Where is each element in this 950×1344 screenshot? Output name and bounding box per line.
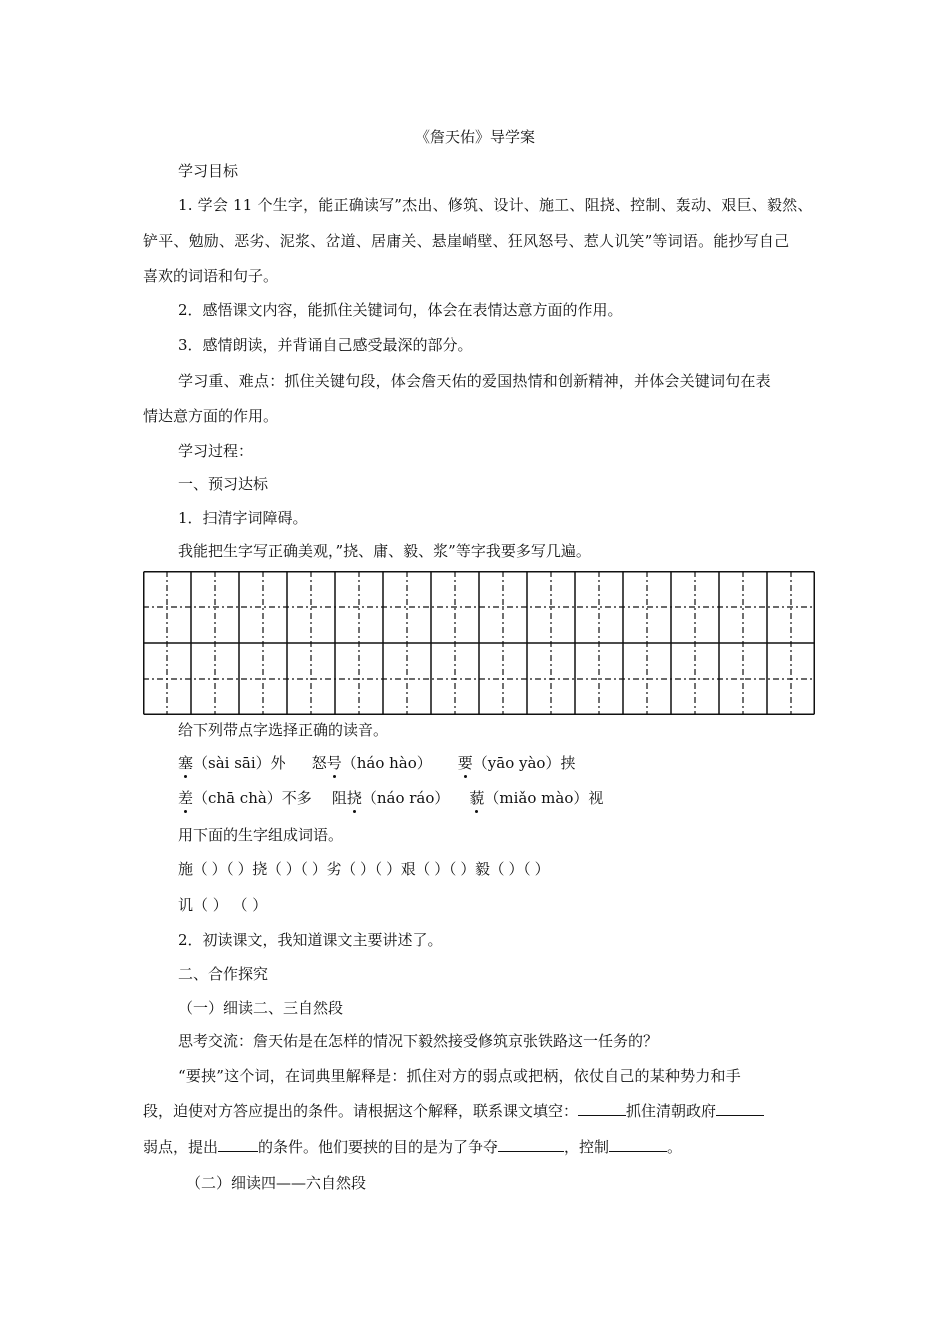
goal-2: 2．感悟课文内容，能抓住关键词句，体会在表情达意方面的作用。 (178, 301, 623, 319)
document-title: 《詹天佑》导学案 (414, 128, 535, 146)
word-pre: 怒 (311, 754, 327, 772)
goal-1-line-1: 1. 学会 11 个生字，能正确读写”杰出、修筑、设计、施工、阻挠、控制、轰动、艰巨、毅然、 (178, 196, 813, 214)
dotted-char: 差 (178, 789, 194, 807)
process-heading: 学习过程： (178, 442, 254, 460)
goal-3: 3．感情朗读，并背诵自己感受最深的部分。 (178, 336, 473, 354)
word-pre: 阻 (331, 789, 347, 807)
explain-text: 。 (667, 1138, 683, 1156)
dotted-char: 挠 (346, 789, 362, 807)
dotted-char: 塞 (178, 754, 194, 772)
part-2-heading: 二、合作探究 (178, 965, 269, 983)
word-rest: 挟 (560, 754, 576, 772)
explain-line-1: “要挟”这个词，在词典里解释是：抓住对方的弱点或把柄，依仗自己的某种势力和手 (178, 1067, 741, 1085)
part-1-heading: 一、预习达标 (178, 475, 269, 493)
explain-line-2 (143, 1101, 764, 1121)
word-rest: 外 (270, 754, 286, 772)
explain-text: 段，迫使对方答应提出的条件。请根据这个解释，联系课文填空： (143, 1102, 579, 1120)
pinyin-prompt: 给下列带点字选择正确的读音。 (178, 721, 389, 739)
pinyin-row-1 (178, 753, 575, 773)
dotted-char: 号 (326, 754, 342, 772)
goal-1-line-3: 喜欢的词语和句子。 (143, 267, 279, 285)
pinyin-options: （sài sāi） (193, 754, 271, 772)
writing-grid[interactable] (143, 571, 815, 715)
word-rest: 不多 (281, 789, 312, 807)
compose-prompt: 用下面的生字组成词语。 (178, 826, 344, 844)
word-rest: 视 (588, 789, 604, 807)
pinyin-options: （náo ráo） (361, 789, 450, 807)
key-points-line-1: 学习重、难点：抓住关键句段，体会詹天佑的爱国热情和创新精神，并体会关键词句在表 (178, 372, 771, 390)
step-1: 1．扫清字词障碍。 (178, 509, 308, 527)
explain-line-3 (143, 1137, 682, 1157)
fill-blank-3[interactable] (218, 1137, 258, 1152)
explain-text: ，控制 (564, 1138, 610, 1156)
fill-blank-1[interactable] (578, 1101, 626, 1116)
sub-section-1: （一）细读二、三自然段 (178, 999, 344, 1017)
fill-blank-2[interactable] (716, 1101, 764, 1116)
pinyin-options: （chā chà） (193, 789, 282, 807)
writing-grid-svg (143, 571, 815, 715)
step-2: 2．初读课文，我知道课文主要讲述了。 (178, 931, 443, 949)
goals-heading: 学习目标 (178, 162, 239, 180)
explain-text: 抓住清朝政府 (626, 1102, 717, 1120)
compose-row-1[interactable]: 施（ ）（ ）挠（ ）（ ）劣（ ）（ ）艰（ ）（ ）毅（ ）（ ） (178, 860, 550, 878)
goal-1-line-2: 铲平、勉励、恶劣、泥浆、岔道、居庸关、悬崖峭壁、狂风怒号、惹人讥笑”等词语。能抄写自己 (143, 232, 790, 250)
pinyin-row-2 (178, 788, 603, 808)
dotted-char: 要 (457, 754, 473, 772)
dotted-char: 藐 (469, 789, 485, 807)
fill-blank-5[interactable] (609, 1137, 667, 1152)
fill-blank-4[interactable] (498, 1137, 564, 1152)
think-question: 思考交流：詹天佑是在怎样的情况下毅然接受修筑京张铁路这一任务的？ (178, 1032, 659, 1050)
explain-text: 弱点，提出 (143, 1138, 219, 1156)
sub-section-2: （二）细读四——六自然段 (186, 1174, 367, 1192)
pinyin-options: （miǎo mào） (484, 789, 589, 807)
pinyin-options: （háo hào） (341, 754, 432, 772)
compose-row-2[interactable]: 讥（ ） （ ） (178, 896, 268, 914)
write-prompt: 我能把生字写正确美观，”挠、庸、毅、浆”等字我要多写几遍。 (178, 542, 591, 560)
explain-text: 的条件。他们要挟的目的是为了争夺 (258, 1138, 499, 1156)
key-points-line-2: 情达意方面的作用。 (143, 407, 279, 425)
pinyin-options: （yāo yào） (472, 754, 561, 772)
